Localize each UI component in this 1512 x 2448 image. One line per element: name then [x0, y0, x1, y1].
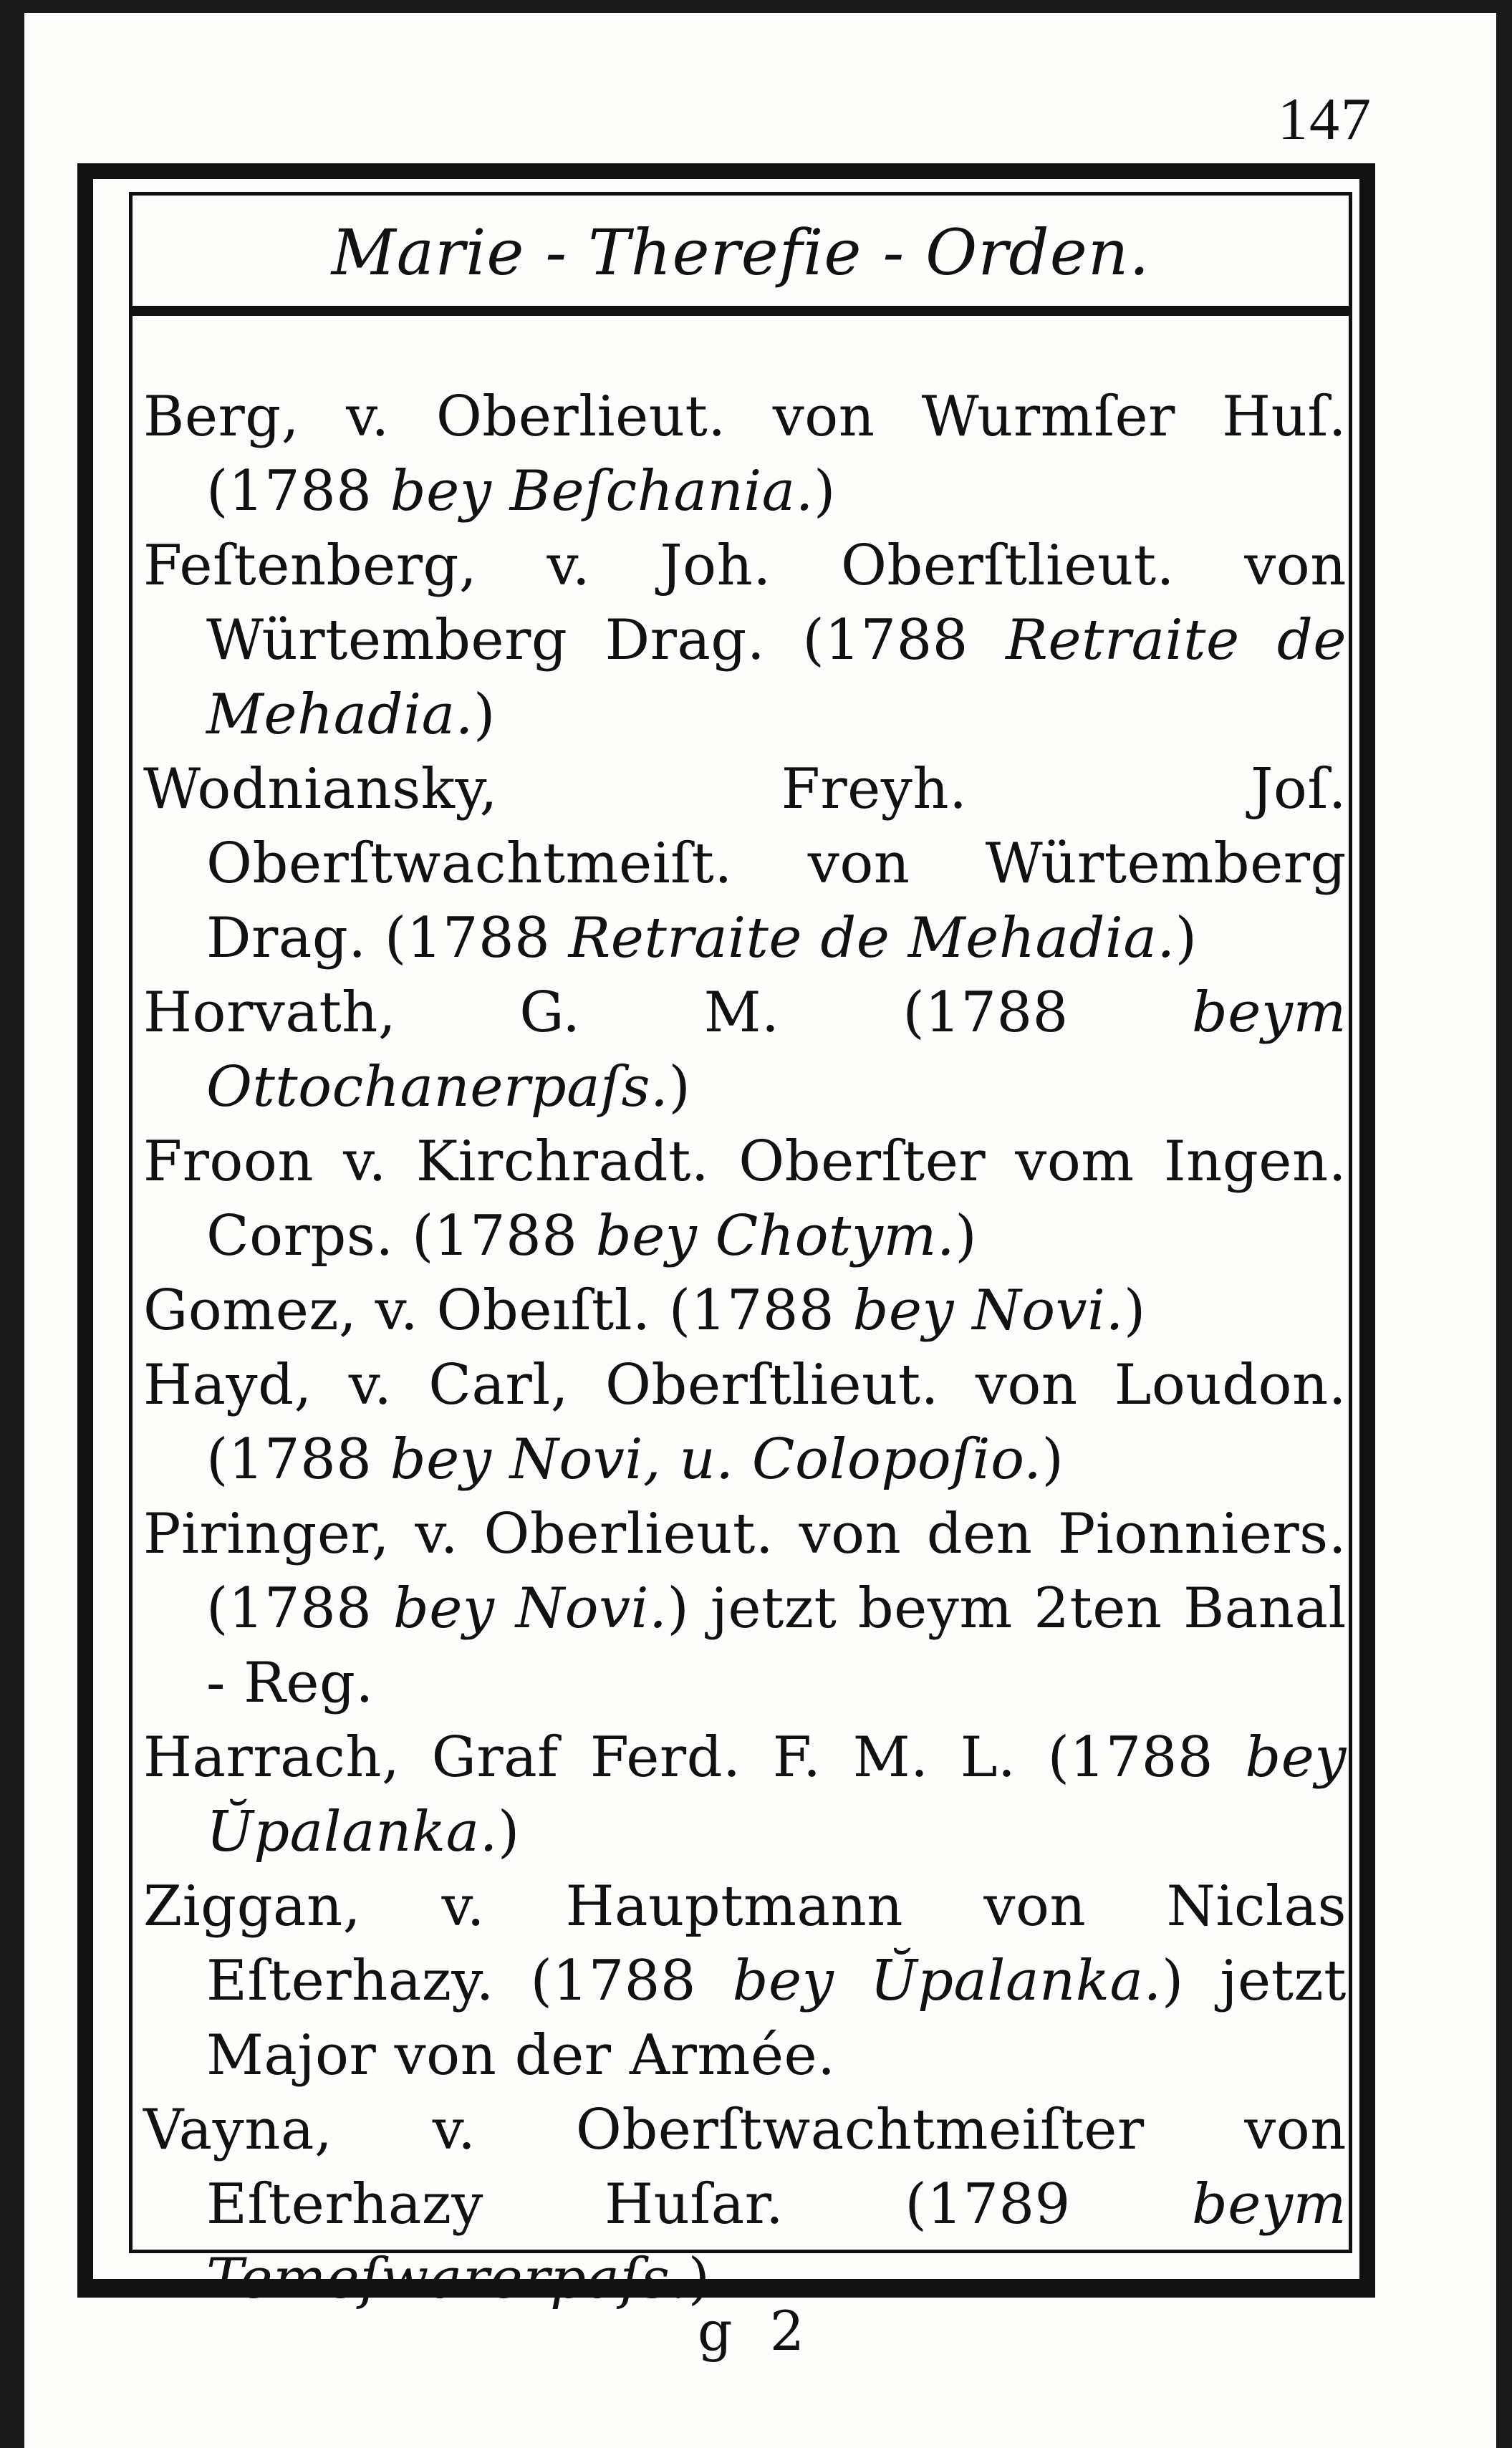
entry-reference: bey Novi. — [393, 1576, 668, 1641]
entry-suffix: ) jetzt Major von der Armée. — [206, 1949, 1347, 2088]
signature-mark: g 2 — [697, 2299, 815, 2363]
entry-suffix: ) — [813, 459, 836, 524]
list-item — [143, 1273, 1347, 1348]
entry-text: Ziggan, v. Hauptmann von Niclas Eſterhazy. (1788 — [143, 1874, 1347, 2013]
entry-text: Feſtenberg, v. Joh. Oberſtlieut. von Würtemberg Drag. (1788 — [143, 534, 1347, 673]
list-item — [143, 1348, 1347, 1497]
list-item — [143, 1869, 1347, 2093]
entry-text: Hayd, v. Carl, Oberſtlieut. von Loudon. (1788 — [143, 1353, 1347, 1492]
entry-reference: beym Temeſwarerpaſs. — [206, 2172, 1347, 2311]
entry-reference: Retraite de Mehadia. — [206, 608, 1347, 747]
entry-suffix: ) — [668, 1055, 691, 1119]
entry-suffix: ) jetzt beym 2ten Banal - Reg. — [206, 1576, 1347, 1715]
heading-box — [133, 196, 1349, 316]
entry-suffix: ) — [1123, 1278, 1146, 1343]
entry-suffix: ) — [497, 1800, 520, 1864]
list-item — [143, 752, 1347, 975]
entry-text: Berg, v. Oberlieut. von Wurmſer Huſ. (1788 — [143, 385, 1347, 524]
list-item — [143, 380, 1347, 529]
list-item — [143, 529, 1347, 752]
entry-reference: bey Novi. — [852, 1278, 1124, 1343]
entry-reference: bey Beſchania. — [390, 459, 814, 524]
page-heading: Marie - Therefie - Orden. — [331, 216, 1150, 289]
entry-text: Froon v. Kirchradt. Oberſter vom Ingen. Corps. (1788 — [143, 1129, 1347, 1268]
entry-text: Vayna, v. Oberſtwachtmeiſter von Eſterhazy Huſar. (1789 — [143, 2098, 1347, 2237]
scan-edge-left — [0, 0, 24, 2448]
entry-reference: bey Ŭpalanka. — [732, 1949, 1162, 2013]
entry-reference: Retraite de Mehadia. — [568, 906, 1175, 970]
list-item — [143, 975, 1347, 1124]
entry-suffix: ) — [1041, 1427, 1064, 1492]
list-item — [143, 1124, 1347, 1273]
entry-reference: beym Ottochanerpaſs. — [206, 980, 1347, 1119]
entry-suffix: ) — [1175, 906, 1198, 970]
entry-text: Horvath, G. M. (1788 — [143, 980, 1192, 1045]
entry-list — [143, 380, 1347, 2316]
entry-reference: bey Ŭpalanka. — [206, 1725, 1347, 1864]
page-number: 147 — [1278, 86, 1372, 153]
entry-suffix: ) — [955, 1204, 978, 1268]
entry-suffix: ) — [473, 683, 496, 747]
list-item — [143, 2093, 1347, 2316]
entry-text: Gomez, v. Obeıſtl. (1788 — [143, 1278, 853, 1343]
list-item — [143, 1497, 1347, 1720]
entry-text: Harrach, Graf Ferd. F. M. L. (1788 — [143, 1725, 1246, 1790]
entry-text: Wodniansky, Freyh. Joſ. Oberſtwachtmeiſt. von Würtemberg Drag. (1788 — [143, 757, 1347, 970]
entry-reference: bey Novi, u. Colopoſio. — [390, 1427, 1042, 1492]
scan-edge-top — [0, 0, 1512, 13]
entry-text: Piringer, v. Oberlieut. von den Pionniers. (1788 — [143, 1502, 1347, 1641]
list-item — [143, 1720, 1347, 1869]
entry-suffix: ) — [688, 2247, 711, 2311]
entry-reference: bey Chotym. — [595, 1204, 955, 1268]
scan-edge-right — [1496, 0, 1512, 2448]
